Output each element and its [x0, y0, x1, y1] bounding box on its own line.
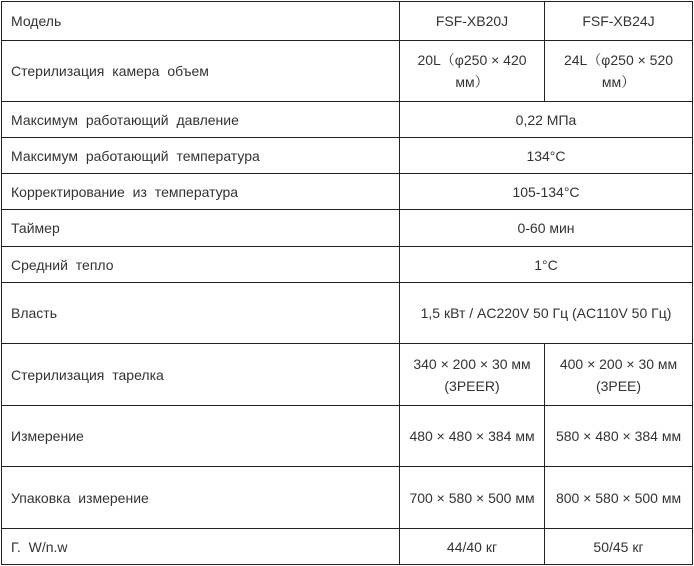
table-row — [2, 344, 693, 406]
row-label: Корректирование из температура — [2, 174, 400, 210]
table-row — [2, 174, 693, 210]
table-header-row — [2, 2, 693, 41]
row-value-a: 44/40 кг — [400, 529, 545, 565]
table-row — [2, 283, 693, 344]
row-label: Максимум работающий давление — [2, 102, 400, 138]
row-value-b: 580 × 480 × 384 мм — [545, 406, 693, 467]
table-row — [2, 102, 693, 138]
specifications-table — [1, 1, 693, 565]
row-value-a: 480 × 480 × 384 мм — [400, 406, 545, 467]
row-label: Упаковка измерение — [2, 467, 400, 529]
table-row — [2, 138, 693, 174]
header-model-b: FSF-XB24J — [545, 2, 693, 41]
table-row — [2, 247, 693, 283]
row-value-a: 700 × 580 × 500 мм — [400, 467, 545, 529]
row-label: Таймер — [2, 210, 400, 247]
row-value-b: 800 × 580 × 500 мм — [545, 467, 693, 529]
row-value: 1°C — [400, 247, 693, 283]
row-value: 0-60 мин — [400, 210, 693, 247]
header-model-a: FSF-XB20J — [400, 2, 545, 41]
row-value: 0,22 МПа — [400, 102, 693, 138]
table-row — [2, 467, 693, 529]
row-value-a: 340 × 200 × 30 мм (3PEER) — [400, 344, 545, 406]
row-value-b: 24L（φ250 × 520 мм） — [545, 41, 693, 102]
header-model-label: Модель — [2, 2, 400, 41]
row-value-b: 50/45 кг — [545, 529, 693, 565]
row-label: Г. W/n.w — [2, 529, 400, 565]
row-label: Средний тепло — [2, 247, 400, 283]
row-value: 134°C — [400, 138, 693, 174]
row-value: 105-134°C — [400, 174, 693, 210]
row-label: Измерение — [2, 406, 400, 467]
table-row — [2, 41, 693, 102]
table-row — [2, 210, 693, 247]
table-row — [2, 529, 693, 565]
row-label: Стерилизация тарелка — [2, 344, 400, 406]
table-row — [2, 406, 693, 467]
row-value-a: 20L（φ250 × 420 мм） — [400, 41, 545, 102]
row-label: Власть — [2, 283, 400, 344]
row-value: 1,5 кВт / AC220V 50 Гц (AC110V 50 Гц) — [400, 283, 693, 344]
row-label: Максимум работающий температура — [2, 138, 400, 174]
row-label: Стерилизация камера объем — [2, 41, 400, 102]
row-value-b: 400 × 200 × 30 мм (3PEE) — [545, 344, 693, 406]
